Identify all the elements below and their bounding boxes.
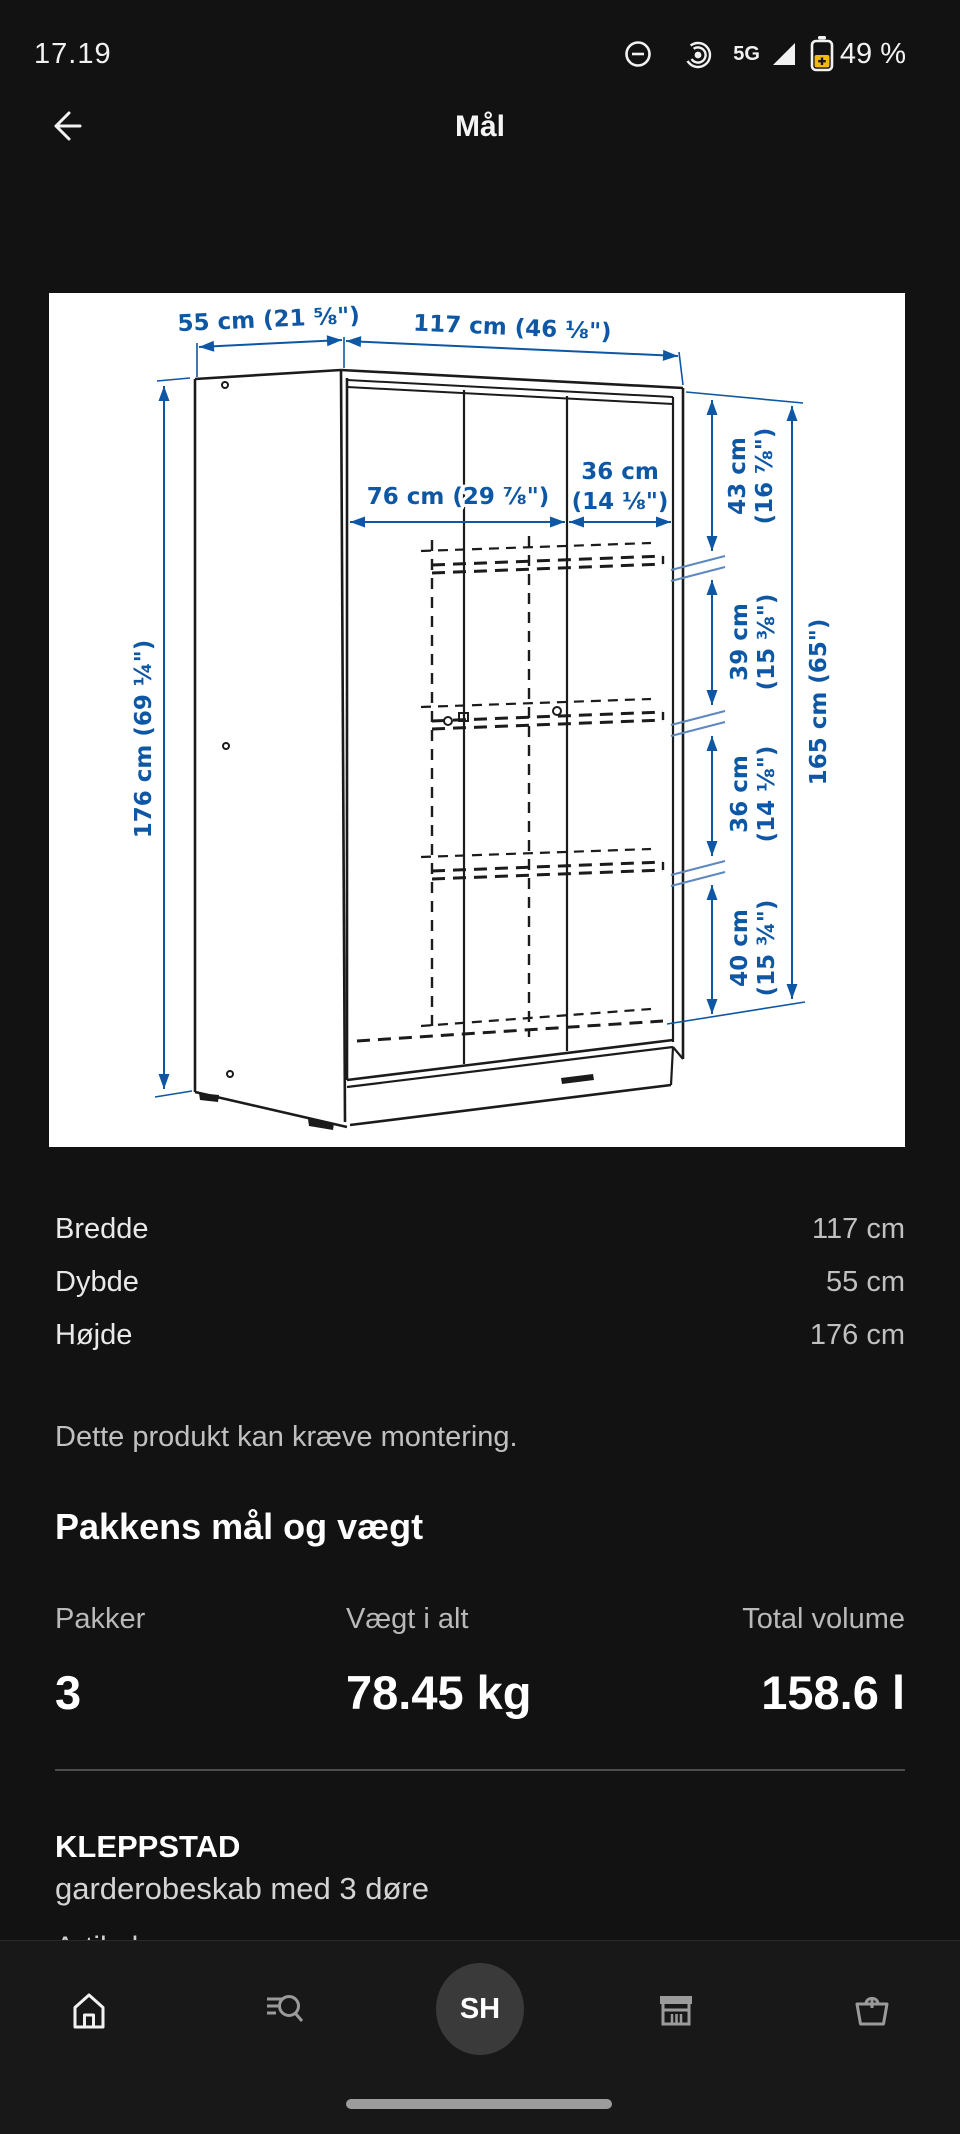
dimension-list — [55, 1203, 905, 1362]
package-col-label: Pakker — [55, 1603, 146, 1635]
label-inner-height: 165 cm (65") — [806, 618, 832, 786]
package-section-heading: Pakkens mål og vægt — [55, 1506, 424, 1547]
label-h40-1: 40 cm — [727, 909, 753, 987]
basket-icon — [849, 1986, 895, 2032]
nav-store[interactable] — [653, 1986, 699, 2032]
package-col-value: 3 — [55, 1666, 82, 1719]
label-width: 117 cm (46 ⅛") — [412, 310, 613, 346]
dimension-label: Højde — [55, 1319, 133, 1351]
avatar-initials: SH — [459, 1992, 501, 2025]
label-depth: 55 cm (21 ⅝") — [176, 302, 361, 338]
dimension-value: 176 cm — [809, 1319, 905, 1351]
status-time: 17.19 — [34, 38, 112, 70]
dimension-label: Dybde — [55, 1266, 139, 1298]
nav-basket[interactable] — [849, 1986, 895, 2032]
do-not-disturb-icon — [623, 39, 653, 69]
label-right-section-2: (14 ⅛") — [571, 489, 669, 515]
dimension-value: 117 cm — [812, 1213, 905, 1245]
hotspot-icon — [683, 39, 713, 69]
search-icon — [260, 1986, 306, 2032]
package-col-label: Vægt i alt — [346, 1603, 469, 1635]
package-col-pakker — [55, 1602, 145, 1720]
label-inner-width: 76 cm (29 ⅞") — [366, 484, 550, 510]
dimensions-diagram — [49, 293, 905, 1147]
label-h40-2: (15 ¾") — [754, 899, 780, 997]
package-info — [55, 1602, 905, 1732]
home-icon — [66, 1986, 112, 2032]
nav-profile-avatar[interactable] — [436, 1963, 524, 2055]
nav-home[interactable] — [66, 1986, 112, 2032]
label-h36-1: 36 cm — [727, 755, 753, 833]
dimension-lines — [155, 337, 805, 1097]
status-icons — [623, 36, 906, 72]
package-col-label: Total volume — [742, 1603, 905, 1635]
label-h36-2: (14 ⅛") — [754, 745, 780, 843]
gesture-bar[interactable] — [346, 2099, 612, 2109]
battery-percent: 49 % — [839, 37, 906, 70]
signal-icon — [770, 40, 798, 68]
label-right-section-1: 36 cm — [581, 459, 659, 485]
product-name: KLEPPSTAD — [55, 1829, 241, 1864]
dimension-row-dybde — [55, 1256, 905, 1309]
store-icon — [653, 1986, 699, 2032]
package-col-value: 158.6 l — [761, 1666, 905, 1719]
dimension-labels — [131, 303, 832, 997]
dimension-label: Bredde — [55, 1213, 149, 1245]
dimension-row-bredde — [55, 1203, 905, 1256]
label-h43-2: (16 ⅞") — [752, 427, 778, 525]
battery-icon — [810, 36, 834, 72]
label-total-height: 176 cm (69 ¼") — [131, 639, 157, 839]
assembly-note: Dette produkt kan kræve montering. — [55, 1421, 518, 1453]
package-col-vaegt — [346, 1602, 532, 1720]
package-col-volume — [742, 1602, 905, 1720]
dimension-row-hojde — [55, 1309, 905, 1362]
page-title: Mål — [454, 110, 505, 143]
network-type: 5G — [733, 42, 760, 65]
interior-dashed-lines — [357, 536, 663, 1041]
product-description: garderobeskab med 3 døre — [55, 1871, 429, 1906]
nav-search[interactable] — [260, 1986, 306, 2032]
section-divider — [55, 1769, 905, 1771]
dimension-value: 55 cm — [826, 1266, 905, 1298]
package-col-value: 78.45 kg — [346, 1666, 532, 1719]
label-h39-1: 39 cm — [727, 603, 753, 681]
wardrobe-line-drawing — [49, 293, 905, 1147]
dimension-break-marks — [671, 556, 725, 886]
label-h39-2: (15 ⅜") — [754, 593, 780, 691]
label-h43-1: 43 cm — [725, 437, 751, 515]
bottom-navigation — [0, 1940, 960, 2134]
